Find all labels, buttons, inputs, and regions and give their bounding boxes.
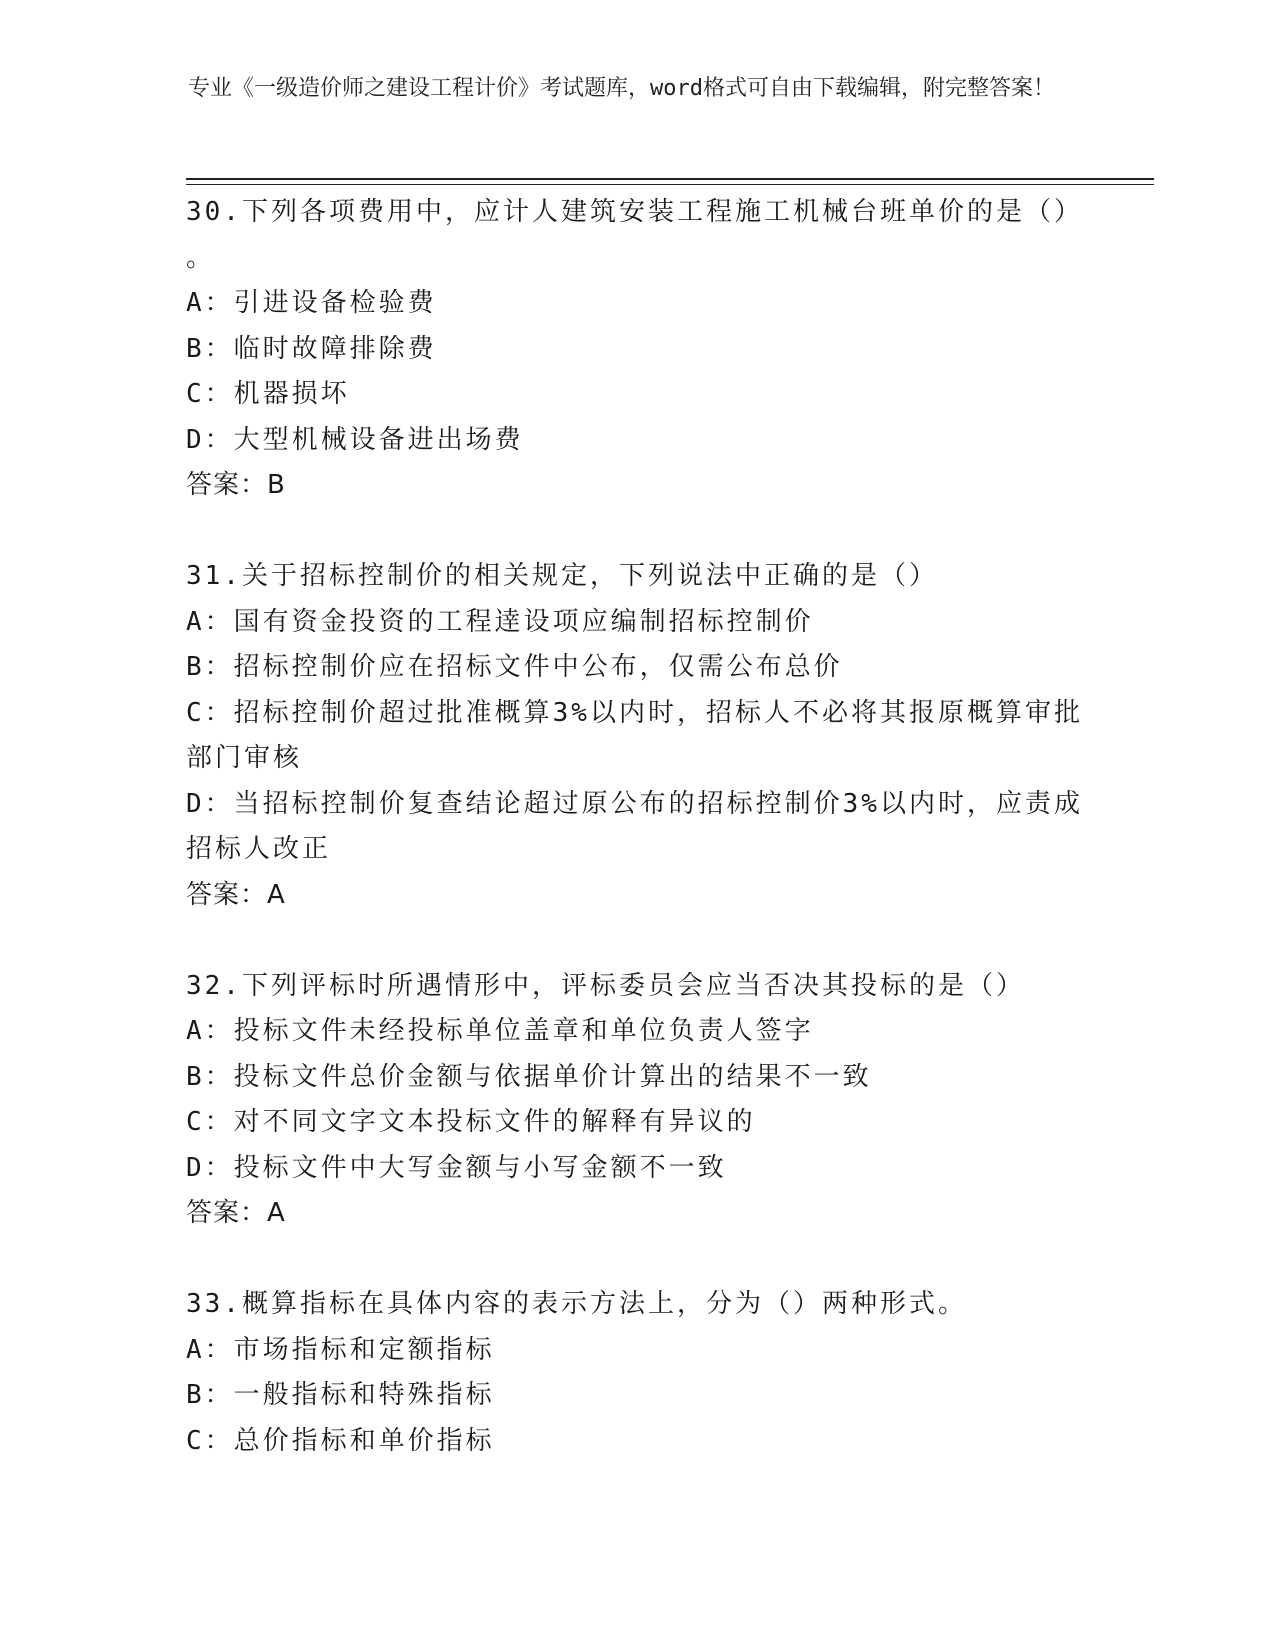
spacer xyxy=(186,918,1086,964)
option-b: B：招标控制价应在招标文件中公布，仅需公布总价 xyxy=(186,652,843,682)
spacer xyxy=(186,1237,1086,1283)
option-d: D：大型机械设备进出场费 xyxy=(186,424,524,455)
answer: 答案：A xyxy=(186,1198,286,1228)
question-stem: 31.关于招标控制价的相关规定，下列说法中正确的是（） xyxy=(186,561,938,591)
option-d-continued: 招标人改正 xyxy=(186,834,332,864)
option-d: D：投标文件中大写金额与小写金额不一致 xyxy=(186,1152,727,1183)
answer: 答案：A xyxy=(186,879,286,910)
spacer xyxy=(186,509,1086,555)
question-list xyxy=(186,190,1086,1464)
option-a: A：引进设备检验费 xyxy=(186,288,437,318)
option-a: A：国有资金投资的工程逹设项应编制招标控制价 xyxy=(186,606,814,637)
option-d: D：当招标控制价复查结论超过原公布的招标控制价3%以内时，应责成 xyxy=(186,788,1083,819)
option-a: A：市场指标和定额指标 xyxy=(186,1334,495,1365)
option-c: C：机器损坏 xyxy=(186,379,350,409)
header-text: 专业《一级造价师之建设工程计价》考试题库，word格式可自由下载编辑，附完整答案！ xyxy=(188,76,1055,101)
question-stem-continued: 。 xyxy=(186,242,216,273)
option-c-continued: 部门审核 xyxy=(186,743,303,773)
question-30 xyxy=(186,190,1086,509)
question-stem: 30.下列各项费用中，应计人建筑安装工程施工机械台班单价的是（） xyxy=(186,197,1083,227)
question-33 xyxy=(186,1282,1086,1464)
option-a: A：投标文件未经投标单位盖章和单位负责人签字 xyxy=(186,1016,814,1046)
header-divider-thin xyxy=(186,184,1154,185)
option-c: C：招标控制价超过批准概算3%以内时，招标人不必将其报原概算审批 xyxy=(186,697,1083,728)
option-c: C：对不同文字文本投标文件的解释有异议的 xyxy=(186,1107,756,1137)
option-c: C：总价指标和单价指标 xyxy=(186,1425,495,1456)
option-b: B：投标文件总价金额与依据单价计算出的结果不一致 xyxy=(186,1061,872,1092)
question-stem: 32.下列评标时所遇情形中，评标委员会应当否决其投标的是（） xyxy=(186,970,1025,1001)
option-b: B：临时故障排除费 xyxy=(186,333,437,364)
answer: 答案：B xyxy=(186,470,286,500)
header-divider-thick xyxy=(186,178,1154,180)
option-b: B：一般指标和特殊指标 xyxy=(186,1380,495,1410)
question-32 xyxy=(186,964,1086,1237)
question-stem: 33.概算指标在具体内容的表示方法上，分为（）两种形式。 xyxy=(186,1289,967,1319)
question-31 xyxy=(186,554,1086,918)
